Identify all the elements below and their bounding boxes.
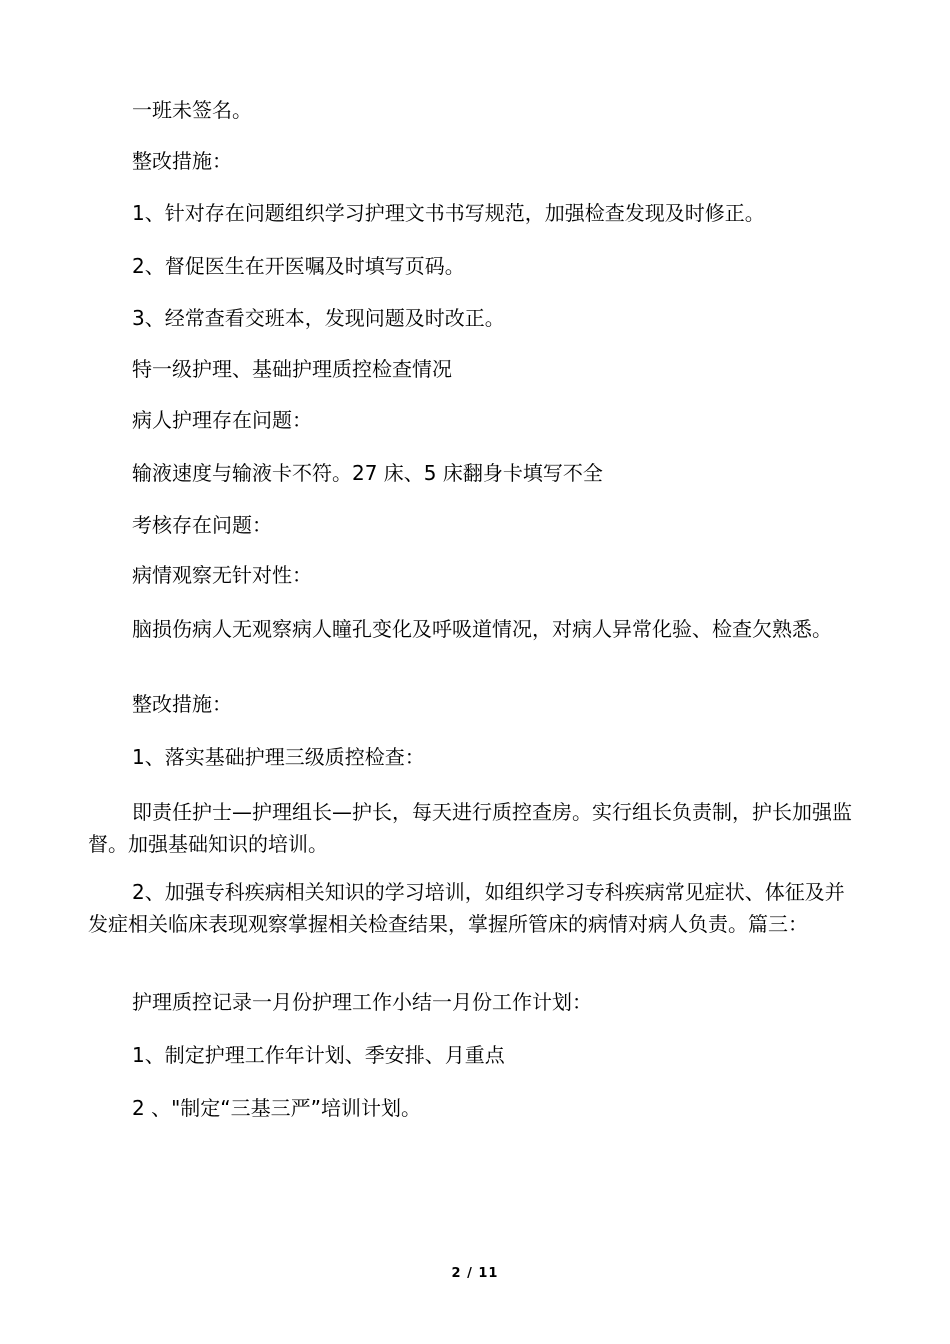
paragraph-14: 即责任护士—护理组长—护长，每天进行质控查房。实行组长负责制，护长加强监督。加强基础知识的培训。 <box>88 800 852 856</box>
paragraph-2: 整改措施： <box>132 149 232 173</box>
page-number: 2 / 11 <box>451 1266 499 1281</box>
paragraph-12: 整改措施： <box>132 692 232 716</box>
paragraph-6: 特一级护理、基础护理质控检查情况 <box>132 357 452 381</box>
paragraph-13: 1、落实基础护理三级质控检查： <box>132 745 425 769</box>
paragraph-7: 病人护理存在问题： <box>132 408 312 432</box>
paragraph-10: 病情观察无针对性： <box>132 563 312 587</box>
paragraph-11: 脑损伤病人无观察病人瞳孔变化及呼吸道情况，对病人异常化验、检查欠熟悉。 <box>132 617 832 641</box>
paragraph-5: 3、经常查看交班本，发现问题及时改正。 <box>132 306 505 330</box>
paragraph-18: 2 、"制定“三基三严”培训计划。 <box>132 1096 422 1120</box>
paragraph-15: 2、加强专科疾病相关知识的学习培训，如组织学习专科疾病常见症状、体征及并发症相关临床表现观察掌握相关检查结果，掌握所管床的病情对病人负责。篇三： <box>88 880 845 936</box>
paragraph-1: 一班未签名。 <box>132 98 252 122</box>
paragraph-8: 输液速度与输液卡不符。27 床、5 床翻身卡填写不全 <box>132 461 603 485</box>
paragraph-17: 1、制定护理工作年计划、季安排、月重点 <box>132 1043 505 1067</box>
paragraph-4: 2、督促医生在开医嘱及时填写页码。 <box>132 254 465 278</box>
paragraph-9: 考核存在问题： <box>132 513 272 537</box>
paragraph-16: 护理质控记录一月份护理工作小结一月份工作计划： <box>132 990 592 1014</box>
paragraph-3: 1、针对存在问题组织学习护理文书书写规范，加强检查发现及时修正。 <box>132 201 765 225</box>
